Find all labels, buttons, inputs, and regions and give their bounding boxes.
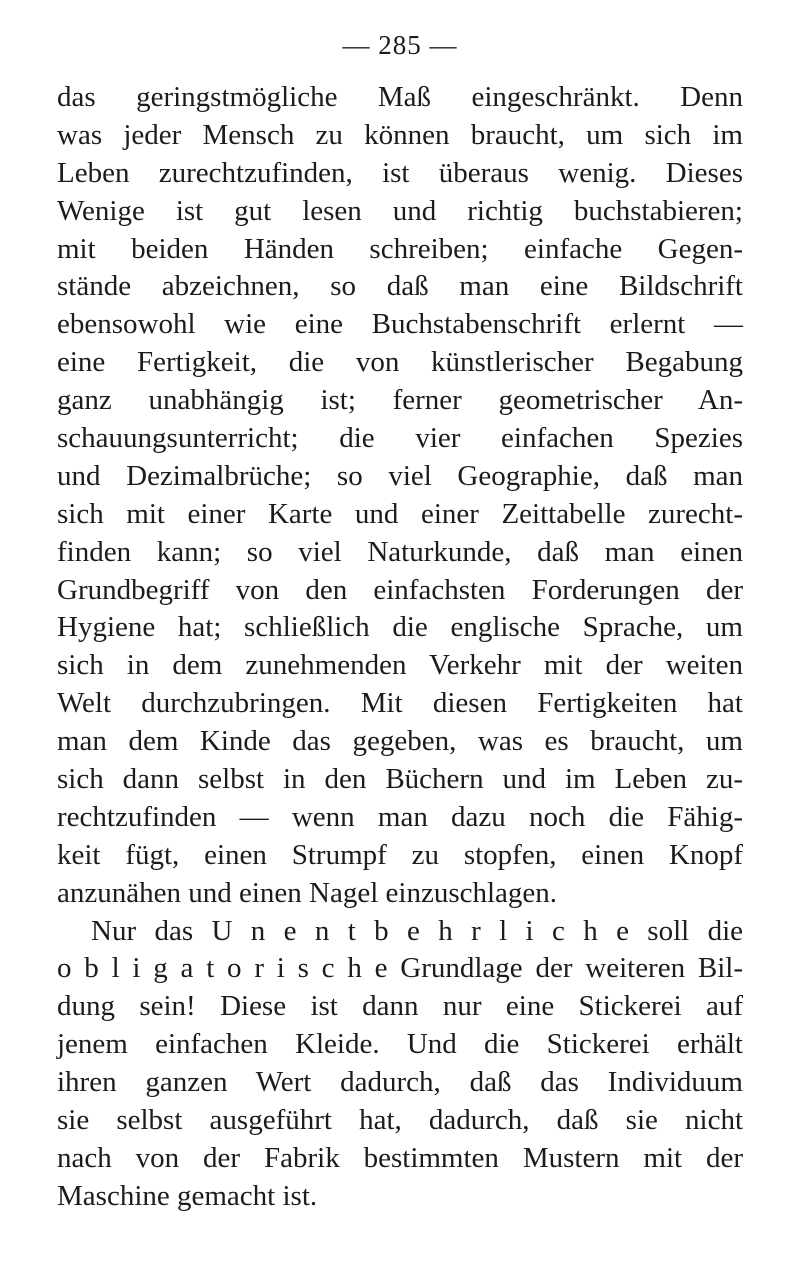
text-line: finden kann; so viel Naturkunde, daß man einen: [57, 535, 743, 568]
page-number: — 285 —: [342, 30, 458, 60]
text-line: was jeder Mensch zu können braucht, um sich im: [57, 118, 743, 151]
text-line: dung sein! Diese ist dann nur eine Stickerei auf: [57, 990, 743, 1023]
text-line: Welt durchzubringen. Mit diesen Fertigkeiten hat: [57, 687, 743, 720]
text-line: ebensowohl wie eine Buchstabenschrift erlernt —: [57, 308, 743, 341]
text-line: und Dezimalbrüche; so viel Geographie, daß man: [57, 459, 743, 492]
text-line: sie selbst ausgeführt hat, dadurch, daß sie nicht: [57, 1104, 743, 1137]
text-line: schauungsunterricht; die vier einfachen Spezies: [57, 422, 743, 455]
text-line: sich in dem zunehmenden Verkehr mit der weiten: [57, 649, 743, 682]
text-line: man dem Kinde das gegeben, was es braucht, um: [57, 725, 743, 758]
text-line: rechtzufinden — wenn man dazu noch die Fähig-: [57, 800, 743, 833]
text-line: Hygiene hat; schließlich die englische Sprache, um: [57, 611, 743, 644]
text-line: o b l i g a t o r i s c h e Grundlage der weiteren Bil-: [57, 952, 743, 985]
text-line: nach von der Fabrik bestimmten Mustern mit der: [57, 1141, 743, 1174]
text-line: stände abzeichnen, so daß man eine Bildschrift: [57, 270, 743, 303]
text-line: mit beiden Händen schreiben; einfache Gegen-: [57, 232, 743, 265]
body-text: [57, 79, 743, 1216]
text-line: keit fügt, einen Strumpf zu stopfen, einen Knopf: [57, 838, 743, 871]
text-line: Grundbegriff von den einfachsten Forderungen der: [57, 573, 743, 606]
text-line: jenem einfachen Kleide. Und die Stickerei erhält: [57, 1028, 743, 1061]
text-line: ihren ganzen Wert dadurch, daß das Individuum: [57, 1066, 743, 1099]
text-line: sich dann selbst in den Büchern und im Leben zu-: [57, 763, 743, 796]
text-line: Wenige ist gut lesen und richtig buchstabieren;: [57, 194, 743, 227]
text-line: sich mit einer Karte und einer Zeittabelle zurecht-: [57, 497, 743, 530]
text-line: Leben zurechtzufinden, ist überaus wenig. Dieses: [57, 156, 743, 189]
text-line: anzunähen und einen Nagel einzuschlagen.: [57, 876, 558, 909]
text-line: eine Fertigkeit, die von künstlerischer Begabung: [57, 346, 743, 379]
text-line: ganz unabhängig ist; ferner geometrischer An-: [57, 384, 743, 417]
text-line: Maschine gemacht ist.: [57, 1179, 318, 1212]
text-line: Nur das U n e n t b e h r l i c h e soll die: [91, 914, 743, 947]
text-line: das geringstmögliche Maß eingeschränkt. Denn: [57, 81, 743, 113]
